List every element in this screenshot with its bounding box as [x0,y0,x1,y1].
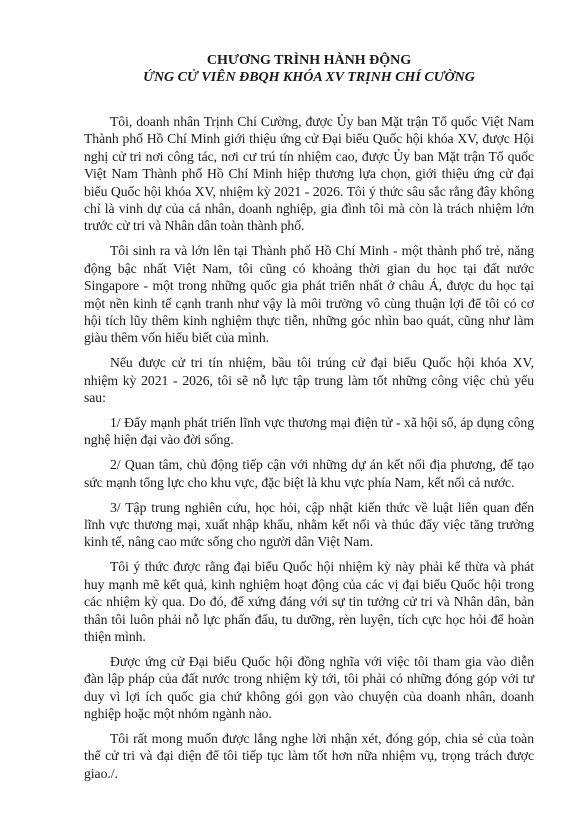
document-title [84,52,534,86]
paragraph-introduction: Tôi, doanh nhân Trịnh Chí Cường, được Ủy ban Mặt trận Tổ quốc Việt Nam Thành phố Hồ Chí Minh giới thiệu ứng cử Đại biểu Quốc hội khóa XV, được Hội nghị cử tri nơi công tác, nơi cư trú tín nhiệm cao, được Ủy ban Mặt trận Tổ quốc Việt Nam Thành phố Hồ Chí Minh hiệp thương lựa chọn, giới thiệu ứng cử đại biểu Quốc hội khóa XV, nhiệm kỳ 2021 - 2026. Tôi ý thức sâu sắc rằng đây không chỉ là vinh dự của cá nhân, doanh nghiệp, gia đình tôi mà còn là trách nhiệm lớn trước cử tri và Nhân dân toàn thành phố. [84,114,534,234]
paragraph-commitment: Nếu được cử tri tín nhiệm, bầu tôi trúng cử đại biểu Quốc hội khóa XV, nhiệm kỳ 2021 - 2026, tôi sẽ nỗ lực tập trung làm tốt những công việc chủ yếu sau: [84,355,534,406]
paragraph-background: Tôi sinh ra và lớn lên tại Thành phố Hồ Chí Minh - một thành phố trẻ, năng động bậc nhất Việt Nam, tôi cũng có khoảng thời gian du học tại đất nước Singapore - một trong những quốc gia phát triển nhất ở châu Á, được du học tại một nền kinh tế cạnh tranh như vậy là môi trường vô cùng thuận lợi để tôi có cơ hội tích lũy thêm kinh nghiệm thực tiễn, những góc nhìn bao quát, cũng như làm giàu thêm vốn hiểu biết của mình. [84,243,534,346]
title-line-1: CHƯƠNG TRÌNH HÀNH ĐỘNG [206,53,412,68]
paragraph-item-2: 2/ Quan tâm, chủ động tiếp cận với những dự án kết nối địa phương, để tạo sức mạnh tổng lực cho khu vực, đặc biệt là khu vực phía Nam, kết nối cả nước. [84,457,534,490]
paragraph-item-1: 1/ Đẩy mạnh phát triển lĩnh vực thương mại điện tử - xã hội số, áp dụng công nghệ hiện đại vào đời sống. [84,415,534,448]
title-line-2: ỨNG CỬ VIÊN ĐBQH KHÓA XV TRỊNH CHÍ CƯỜNG [143,70,475,85]
paragraph-responsibility: Tôi ý thức được rằng đại biểu Quốc hội nhiệm kỳ này phải kế thừa và phát huy mạnh mẽ kết quả, kinh nghiệm hoạt động của các vị đại biểu Quốc hội trong các nhiệm kỳ qua. Do đó, để xứng đáng với sự tin tưởng cử tri và Nhân dân, bản thân tôi luôn phải nỗ lực phấn đấu, tu dưỡng, rèn luyện, tích cực học hỏi để hoàn thiện mình. [84,559,534,644]
paragraph-closing: Tôi rất mong muốn được lắng nghe lời nhận xét, đóng góp, chia sẻ của toàn thể cử tri và đại diện để tôi tiếp tục làm tốt hơn nữa nhiệm vụ, trọng trách được giao./. [84,731,534,781]
paragraph-item-3: 3/ Tập trung nghiên cứu, học hỏi, cập nhật kiến thức về luật liên quan đến lĩnh vực thương mại, xuất nhập khẩu, nhằm kết nối và thúc đẩy việc tăng trưởng kinh tế, nâng cao mức sống cho người dân Việt Nam. [84,499,534,550]
paragraph-legislative-role: Được ứng cử Đại biểu Quốc hội đồng nghĩa với việc tôi tham gia vào diễn đàn lập pháp của đất nước trong nhiệm kỳ tới, tôi phải có những đóng góp với tư duy vì lợi ích quốc gia chứ không gói gọn vào chuyện của doanh nhân, doanh nghiệp hoặc một nhóm ngành nào. [84,653,534,722]
